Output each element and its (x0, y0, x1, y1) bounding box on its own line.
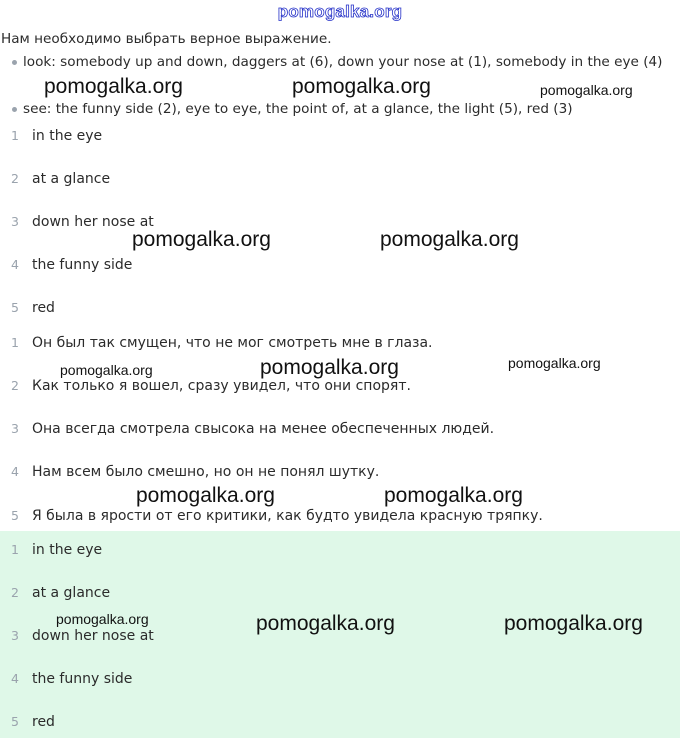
list-item (0, 506, 680, 526)
bullet-text: see: the funny side (2), eye to eye, the point of, at a glance, the light (5), red (3) (23, 101, 573, 117)
answer-item (0, 712, 680, 732)
answer-item (0, 626, 680, 646)
item-number: 1 (11, 335, 19, 350)
bullet-dot-icon (12, 60, 17, 65)
answer-item (0, 540, 680, 560)
item-number: 5 (11, 508, 19, 523)
answer-item (0, 583, 680, 603)
item-text: in the eye (32, 128, 103, 144)
bullet-look (12, 53, 676, 71)
watermark: pomogalka.org (504, 612, 643, 635)
item-number: 3 (11, 628, 19, 643)
item-text: the funny side (32, 257, 133, 273)
item-number: 2 (11, 585, 19, 600)
task-instruction: Нам необходимо выбрать верное выражение. (1, 31, 332, 47)
item-text: Нам всем было смешно, но он не понял шутку. (32, 464, 380, 480)
watermark: pomogalka.org (60, 362, 153, 378)
watermark: pomogalka.org (256, 612, 395, 635)
item-number: 4 (11, 464, 19, 479)
watermark: pomogalka.org (540, 82, 633, 98)
item-number: 4 (11, 257, 19, 272)
item-number: 2 (11, 171, 19, 186)
item-text: the funny side (32, 671, 133, 687)
list-item (0, 298, 680, 318)
answer-item (0, 669, 680, 689)
item-number: 1 (11, 128, 19, 143)
item-text: Я была в ярости от его критики, как будто увидела красную тряпку. (32, 508, 543, 524)
item-number: 1 (11, 542, 19, 557)
item-text: red (32, 714, 55, 730)
watermark: pomogalka.org (380, 228, 519, 251)
watermark: pomogalka.org (260, 356, 399, 379)
watermark: pomogalka.org (136, 484, 275, 507)
item-text: at a glance (32, 585, 111, 601)
item-text: red (32, 300, 55, 316)
item-number: 3 (11, 214, 19, 229)
list-item (0, 212, 680, 232)
list-item (0, 462, 680, 482)
item-text: Она всегда смотрела свысока на менее обеспеченных людей. (32, 421, 495, 437)
list-item (0, 376, 680, 396)
item-text: Он был так смущен, что не мог смотреть мне в глаза. (32, 335, 433, 351)
item-text: at a glance (32, 171, 111, 187)
bullet-dot-icon (12, 107, 17, 112)
watermark: pomogalka.org (384, 484, 523, 507)
watermark: pomogalka.org (44, 75, 183, 98)
site-logo: pomogalka.org (277, 2, 403, 21)
item-number: 5 (11, 714, 19, 729)
list-item (0, 126, 680, 146)
list-item (0, 333, 680, 353)
item-text: in the eye (32, 542, 103, 558)
item-text: Как только я вошел, сразу увидел, что они спорят. (32, 378, 411, 394)
list-item (0, 255, 680, 275)
watermark: pomogalka.org (56, 611, 149, 627)
item-number: 3 (11, 421, 19, 436)
item-number: 4 (11, 671, 19, 686)
item-number: 5 (11, 300, 19, 315)
item-number: 2 (11, 378, 19, 393)
bullet-see (12, 100, 676, 118)
watermark: pomogalka.org (292, 75, 431, 98)
item-text: down her nose at (32, 214, 154, 230)
bullet-text: look: somebody up and down, daggers at (6), down your nose at (1), somebody in the eye (4) (23, 54, 663, 70)
watermark: pomogalka.org (508, 355, 601, 371)
list-item (0, 169, 680, 189)
list-item (0, 419, 680, 439)
item-text: down her nose at (32, 628, 154, 644)
watermark: pomogalka.org (132, 228, 271, 251)
